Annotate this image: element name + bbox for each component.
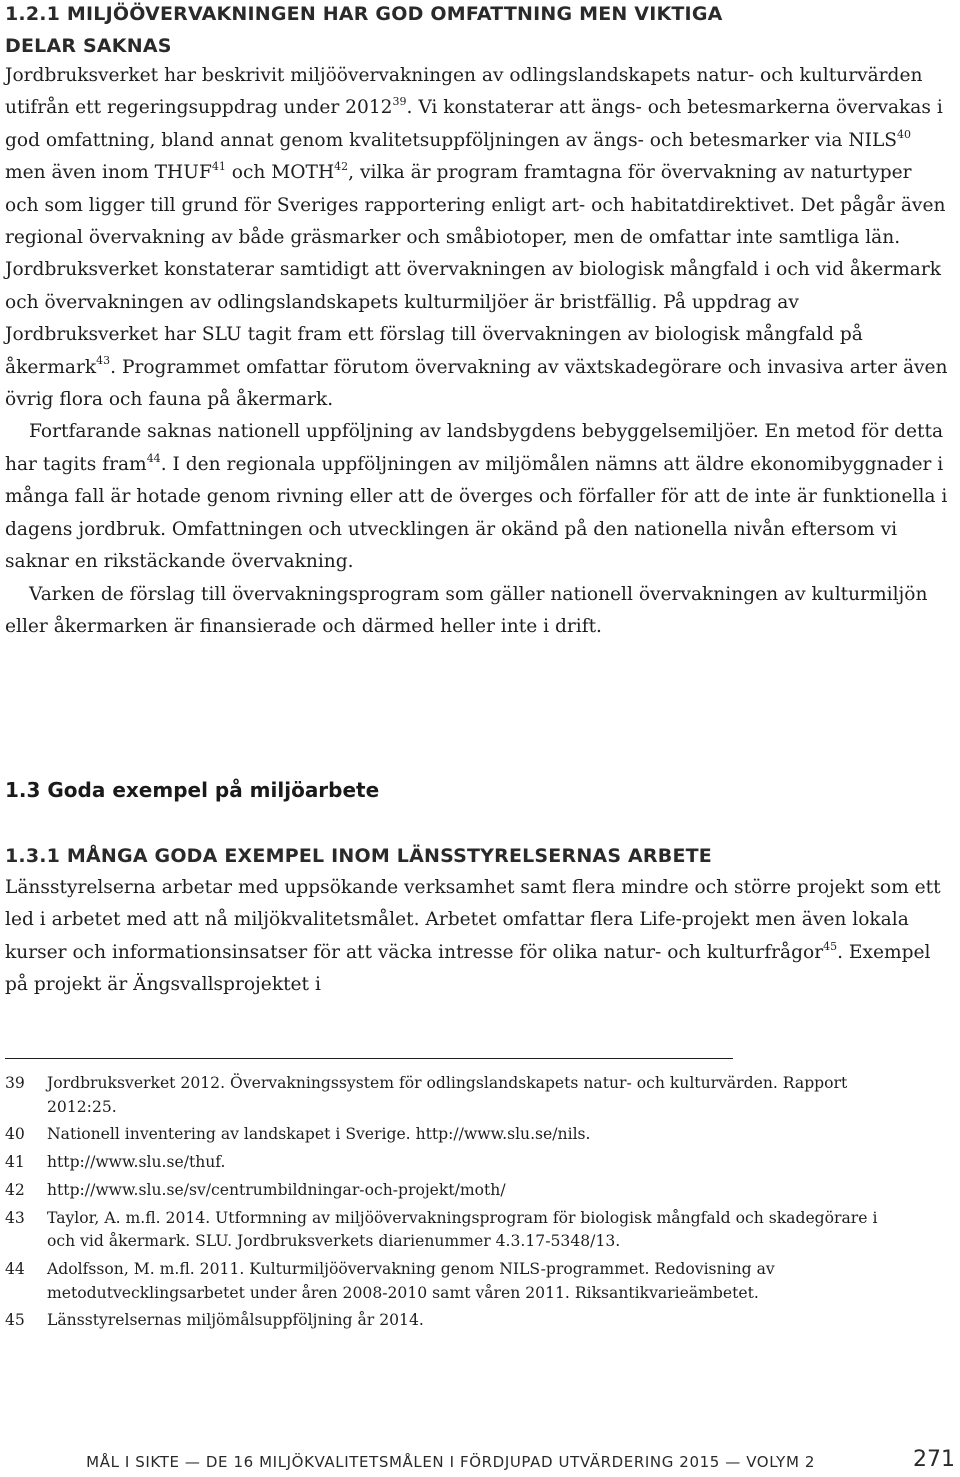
footnote-ref[interactable]: 43 [96,354,111,368]
paragraph: Varken de förslag till övervakningsprogram som gäller nationell övervakningen av kulturmiljön eller åkermarken är finansierade och därmed heller inte i drift. [5,583,928,637]
footnote [5,1123,905,1147]
footnote-ref[interactable]: 40 [897,127,912,141]
footnote-text: Adolfsson, M. m.fl. 2011. Kulturmiljöövervakning genom NILS-programmet. Redovisning av metodutvecklingsarbetet under åren 2008-2010 samt våren 2011. Riksantikvarieämbetet. [47,1260,775,1302]
footnote-number: 39 [5,1074,25,1092]
page-number: 271 [913,1447,955,1472]
footnote-text: Jordbruksverket 2012. Övervakningssystem för odlingslandskapets natur- och kulturvärden. Rapport 2012:25. [47,1074,848,1116]
section-heading: 1.3.1 MÅNGA GODA EXEMPEL INOM LÄNSSTYRELSERNAS ARBETE [5,845,712,867]
footnote-text: Taylor, A. m.fl. 2014. Utformning av miljöövervakningsprogram för biologisk mångfald och skadegörare i och vid åkermark. SLU. Jordbruksverkets diarienummer 4.3.17-5348/13. [47,1208,878,1251]
running-title: MÅL I SIKTE — DE 16 MILJÖKVALITETSMÅLEN I FÖRDJUPAD UTVÄRDERING 2015 — VOLYM 2 [86,1453,815,1471]
footnote-ref[interactable]: 39 [392,95,407,109]
footnote-divider [5,1058,733,1059]
footnotes [5,1072,905,1337]
footnote-ref[interactable]: 45 [823,939,838,953]
section-1-3 [5,774,950,806]
paragraph: Fortfarande saknas nationell uppföljning av landsbygdens bebyggelsemiljöer. En metod för detta har tagits fram$^{44}$. I den regionala uppföljningen av miljömålen nämns att äldre ekonomibyggnader i många fall är hotade genom rivning eller att de överges och förfaller för att de inte är funktionella i dagens jordbruk. Omfattningen och utvecklingen är okänd på den nationella nivån eftersom vi saknar en rikstäckande övervakning. [5,421,948,573]
footnote-text: http://www.slu.se/sv/centrumbildningar-och-projekt/moth/ [47,1180,506,1199]
footnote-number: 44 [5,1260,25,1279]
footnote [5,1072,905,1119]
section-1-3-1 [5,840,950,1002]
paragraph: Länsstyrelserna arbetar med uppsökande verksamhet samt flera mindre och större projekt som ett led i arbetet med att nå miljökvalitetsmålet. Arbetet omfattar flera Life-projekt men även lokala kurser och informationsinsatser för att väcka intresse för olika natur- och kulturfrågor$^{45}$. Exempel på projekt är Ängsvallsprojektet i [5,877,941,996]
footnote-text: Länsstyrelsernas miljömålsuppföljning år 2014. [47,1311,424,1330]
footnote-number: 43 [5,1208,25,1227]
section-heading: 1.3 Goda exempel på miljöarbete [5,778,380,802]
page-footer [0,1447,960,1477]
footnote [5,1258,905,1305]
footnote-number: 45 [5,1311,25,1330]
footnote-text: http://www.slu.se/thuf. [47,1153,226,1172]
paragraph: Jordbruksverket har beskrivit miljöövervakningen av odlingslandskapets natur- och kulturvärden utifrån ett regeringsuppdrag under 2012$^{39}$. Vi konstaterar att ängs- och betesmarkerna övervakas i god omfattning, bland annat genom kvalitetsuppföljningen av ängs- och betesmarker via NILS$^{40}$ men även inom THUF$^{41}$ och MOTH$^{42}$, vilka är program framtagna för övervakning av naturtyper och som ligger till grund för Sveriges rapportering enligt art- och habitatdirektivet. Det pågår även regional övervakning av både gräsmarker och småbiotoper, men de omfattar inte samtliga län. Jordbruksverket konstaterar samtidigt att övervakningen av biologisk mångfald i och vid åkermark och övervakningen av odlingslandskapets kulturmiljöer är bristfällig. På uppdrag av Jordbruksverket har SLU tagit fram ett förslag till övervakningen av biologisk mångfald på åkermark$^{43}$. Programmet omfattar förutom övervakning av växtskadegörare och invasiva arter även övrig flora och fauna på åkermark. [5,65,948,411]
footnote-number: 42 [5,1180,25,1199]
footnote [5,1179,905,1203]
footnote [5,1309,905,1333]
section-heading: 1.2.1 MILJÖÖVERVAKNINGEN HAR GOD OMFATTNING MEN VIKTIGA DELAR SAKNAS [5,3,723,57]
footnote-ref[interactable]: 42 [334,160,349,174]
footnote [5,1207,905,1254]
footnote-number: 41 [5,1153,25,1172]
section-1-2-1 [5,0,950,643]
footnote-ref[interactable]: 41 [211,160,226,174]
footnote-number: 40 [5,1125,25,1144]
footnote-ref[interactable]: 44 [146,451,161,465]
footnote-text: Nationell inventering av landskapet i Sverige. http://www.slu.se/nils. [47,1125,591,1144]
footnote [5,1151,905,1175]
